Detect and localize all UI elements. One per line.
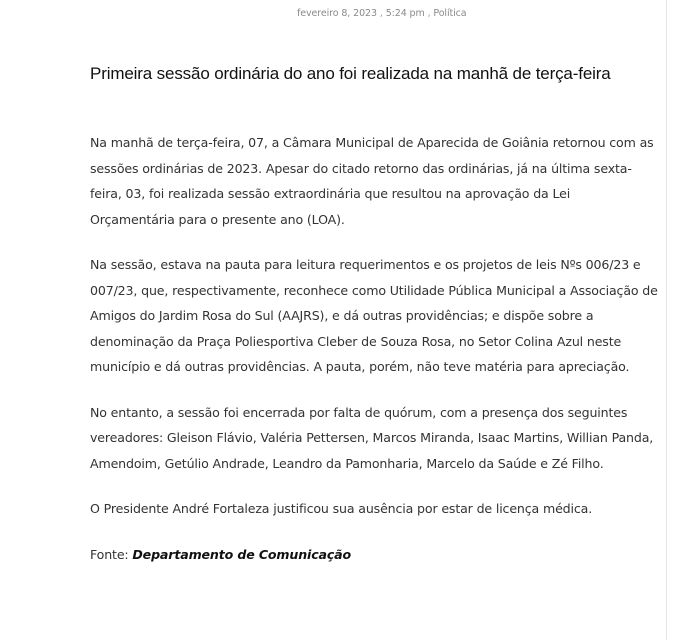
meta-separator: , <box>376 8 386 19</box>
article-paragraph: Na manhã de terça-feira, 07, a Câmara Municipal de Aparecida de Goiânia retornou com as sessões ordinárias de 2023. Apesar do citado retorno das ordinárias, já na última sexta-feira, 03, foi realizada sessão extraordinária que resultou na aprovação da Lei Orçamentária para o presente ano (LOA). <box>90 135 654 227</box>
category-link[interactable]: Política <box>433 8 467 19</box>
article-paragraph: Na sessão, estava na pauta para leitura requerimentos e os projetos de leis Nºs 006/23 e 007/23, que, respectivamente, reconhece como Utilidade Pública Municipal a Associação de Amigos do Jardim Rosa do Sul (AAJRS), e dá outras providências; e dispõe sobre a denominação da Praça Poliesportiva Cleber de Souza Rosa, no Setor Colina Azul neste município e dá outras providências. A pauta, porém, não teve matéria para apreciação. <box>90 257 658 374</box>
article-body <box>90 130 658 587</box>
meta-separator: , <box>424 8 434 19</box>
article-paragraph: No entanto, a sessão foi encerrada por falta de quórum, com a presença dos seguintes vereadores: Gleison Flávio, Valéria Pettersen, Marcos Miranda, Isaac Martins, Willian Panda, Amendoim, Getúlio Andrade, Leandro da Pamonharia, Marcelo da Saúde e Zé Filho. <box>90 404 654 471</box>
right-divider <box>666 0 667 640</box>
post-time: 5:24 pm <box>385 8 425 19</box>
source-label: Fonte: <box>90 546 133 562</box>
post-meta <box>297 8 467 19</box>
article-title: Primeira sessão ordinária do ano foi realizada na manhã de terça-feira <box>90 64 611 83</box>
source-name: Departamento de Comunicação <box>132 546 352 562</box>
article-paragraph: O Presidente André Fortaleza justificou sua ausência por estar de licença médica. <box>90 501 593 516</box>
post-date: fevereiro 8, 2023 <box>297 8 377 19</box>
article-source <box>90 542 658 568</box>
